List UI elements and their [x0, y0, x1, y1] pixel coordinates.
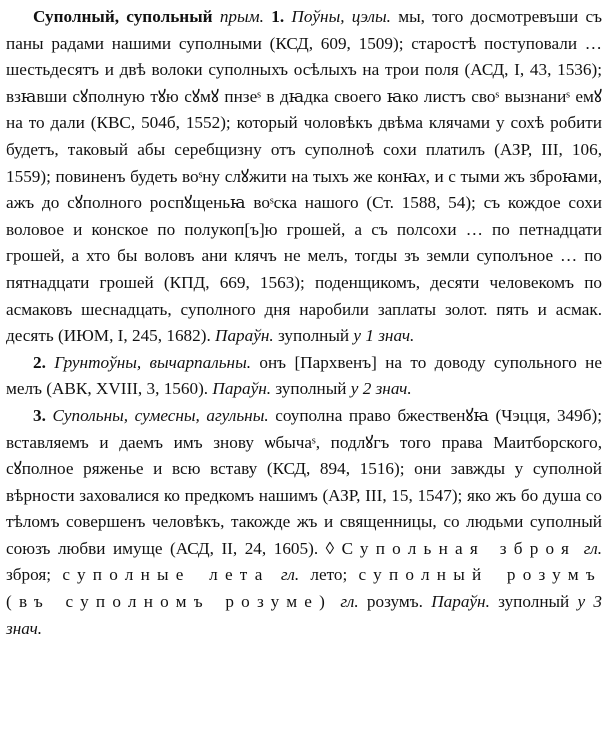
cross-ref-target-2: лето;	[299, 565, 359, 585]
sense-3-parallel-word: зуполный	[489, 592, 578, 612]
dictionary-entry	[6, 4, 602, 642]
cross-ref-label-3: гл.	[340, 592, 359, 612]
sense-number-3: 3.	[33, 405, 46, 425]
sense-2-parallel-ref: у 2 знач.	[350, 379, 412, 399]
sense-1-paragraph	[6, 4, 602, 350]
sense-2-parallel-word: зуполный	[271, 379, 351, 399]
sense-2-parallel-label: Параўн.	[212, 379, 272, 399]
phrase-supolny-rozum: суполный розумъ (въ суполномъ розуме)	[6, 565, 602, 612]
phrase-supolnye-leta: суполные лета	[62, 565, 270, 585]
sense-number-2: 2.	[33, 352, 46, 372]
cross-ref-label-1: гл.	[583, 538, 602, 558]
sense-3-gloss: Супольны, сумесны, агульны.	[52, 405, 269, 425]
sense-1-parallel-ref: у 1 знач.	[353, 326, 415, 346]
sense-1-italic-letter: х	[417, 166, 426, 186]
phrase-supolnaya-zbroya: Супольная зброя	[341, 538, 577, 558]
sense-2-paragraph	[6, 350, 602, 403]
sense-1-gloss: Поўны, цэлы.	[291, 7, 391, 26]
sense-1-citations-cont: , и с тыми жъ зброꙗми, ажъ до сꙋполного роспꙋщеньꙗ воˢска нашого (Ст. 1588, 54); съ кождое сохи воловое и конское по полукоп[ъ]ю грошей, а съ полсохи … по петнадцати грошей, а хто бы воловъ ани клячъ не мелъ, тогды зъ земли суполъное … по пятнадцати грошей (КПД, 669, 1563); поденщикомъ, десяти человекомъ по асмаковъ шеснадцать, суполного дня наробили заплаты золот. пять и асмак. десять (ИЮМ, I, 245, 1682).	[6, 166, 602, 346]
sense-number-1: 1.	[271, 7, 285, 26]
sense-3-parallel-ref: у 3 знач.	[6, 592, 603, 638]
headword: Суполный, супольный	[33, 7, 213, 26]
sense-3-parallel-label: Параўн.	[431, 592, 490, 612]
sense-3-citations: соуполна право бжественꙋꙗ (Чэцця, 349б); вставляемъ и даемъ имъ знову ѡбычаˢ, подлꙋгъ того права Маитборского, сꙋполное ряженье и всю вставу (КСД, 894, 1516); они завжды у суполной вѣрности заховалися ко предкомъ нашимъ (АЗР, III, 15, 1547); яко жъ бо душа со тѣломъ совершенъ человѣкъ, такожде жъ и священницы, со людьми суполный союзъ любви имуще (АСД, II, 24, 1605). ◊	[6, 405, 602, 558]
sense-1-citations: мы, того досмотревъши съ паны радами нашими суполными (КСД, 609, 1509); старостѣ поступовали … шестьдесятъ и двѣ волоки суполныхъ осѣлыхъ на трои поля (АСД, I, 43, 1536); взꙗвши сꙋполную тꙋю сꙋмꙋ пнзеˢ в дꙗдка своего ꙗко листъ своˢ вызнаниˢ емꙋ на то дали (КВС, 504б, 1552); который чоловѣкъ двѣма клячами у сохѣ робити будетъ, таковый абы серебщизну отъ суполноѣ сохи платилъ (АЗР, III, 106, 1559); повиненъ будеть воˢну слꙋжити на тыхъ же конꙗ	[6, 7, 603, 186]
sense-1-parallel-label: Параўн.	[215, 326, 274, 346]
cross-ref-target-3: розумъ.	[358, 592, 432, 612]
sense-1-parallel-word: зуполный	[273, 326, 354, 346]
cross-ref-target-1: зброя;	[6, 565, 63, 585]
cross-ref-label-2: гл.	[280, 565, 300, 585]
sense-2-citations: онъ [Пархвенъ] на то доводу супольного не мелъ (АВК, XVIII, 3, 1560).	[6, 352, 602, 399]
part-of-speech: прым.	[219, 7, 264, 26]
sense-3-paragraph	[6, 403, 602, 642]
sense-2-gloss: Грунтоўны, вычарпальны.	[54, 352, 252, 372]
